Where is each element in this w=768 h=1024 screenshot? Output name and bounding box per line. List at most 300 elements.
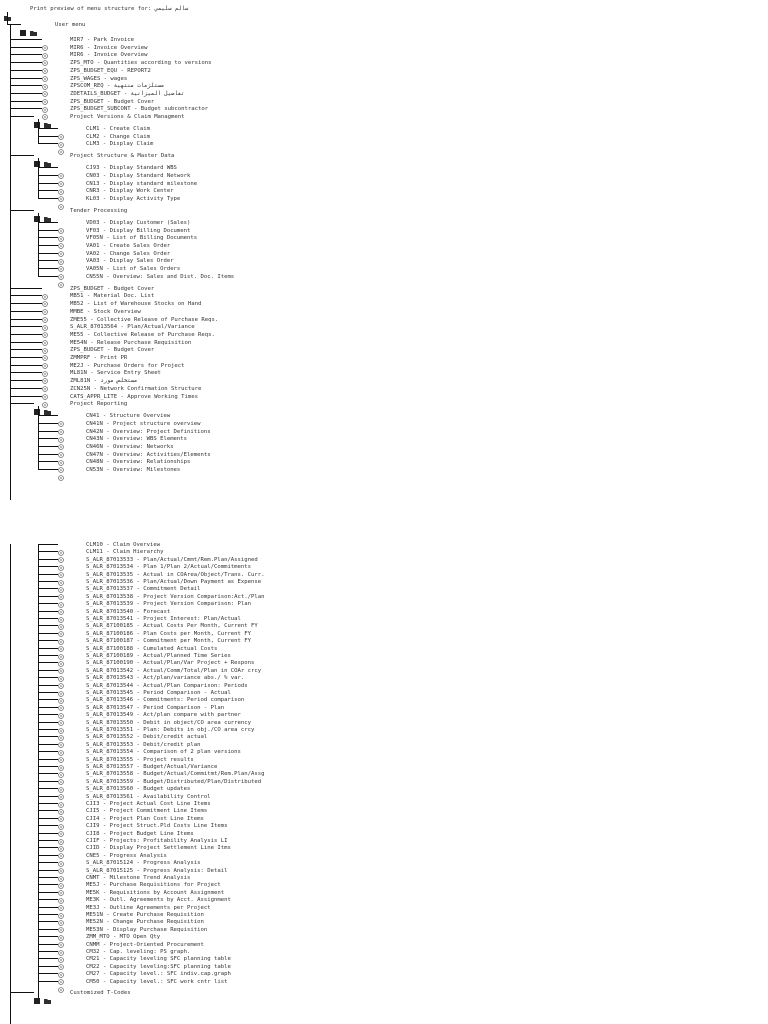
report-sub-item[interactable]: S_ALR_87013542 - Actual/Comm/Total/Plan in COAr crcy [86,667,262,674]
transaction-icon [58,195,64,201]
sub-branch-line [38,551,58,552]
sub-branch-line [38,633,58,634]
transaction-icon [42,36,48,42]
transaction-icon [58,822,64,828]
menu-sub-item[interactable]: CN41N - Project structure overview [86,420,201,427]
menu-sub-item[interactable]: CN53N - Overview: Milestones [86,467,181,474]
report-sub-item[interactable]: S_ALR_87013547 - Period Comparison - Plan [86,704,225,711]
transaction-icon [58,867,64,873]
transaction-icon [58,172,64,178]
transaction-icon [58,420,64,426]
transaction-icon [58,807,64,813]
sub-branch-line [38,446,58,447]
report-sub-item[interactable]: S_ALR_87013536 - Plan/Actual/Down Payment as Expense [86,579,262,585]
branch-line [10,155,34,156]
transaction-icon [58,978,64,984]
menu-item[interactable]: MMBE - Stock Overview [70,308,141,315]
transaction-icon [58,667,64,673]
sub-branch-line [38,781,58,782]
report-sub-item[interactable]: S_ALR_87013540 - Forecast [86,608,171,615]
menu-sub-item[interactable]: VF05N - List of Billing Documents [86,235,198,242]
menu-item[interactable]: MB52 - List of Warehouse Stocks on Hand [70,301,202,308]
sub-branch-line [38,870,58,871]
report-sub-item[interactable]: S_ALR_87013552 - Debit/credit actual [86,734,208,741]
branch-line [10,372,42,373]
transaction-icon [58,541,64,547]
sub-branch-line [38,699,58,700]
report-sub-item[interactable]: CNMM - Project-Oriented Procurement [86,941,204,948]
sub-branch-line [38,958,58,959]
menu-item[interactable]: ZPS_BUDGET - Budget Cover [70,347,155,354]
sub-branch-line [38,268,58,269]
menu-sub-item[interactable]: CN13 - Display standard milestone [86,180,198,187]
branch-line [10,380,42,381]
sub-branch-line [38,190,58,191]
report-sub-item[interactable]: CJIF - Projects: Profitability Analysis LI [86,838,228,844]
root-node-toggle-icon[interactable] [20,21,27,27]
report-sub-item[interactable]: ME51N - Create Purchase Requisition [86,912,204,918]
transaction-icon [42,292,48,298]
transaction-icon [58,578,64,584]
transaction-icon [58,948,64,954]
transaction-icon [58,770,64,776]
transaction-icon [42,300,48,306]
transaction-icon [58,733,64,739]
sub-branch-line [38,877,58,878]
report-folder-label[interactable]: Customized T-Codes [70,990,131,997]
menu-folder-label[interactable]: Project Versions & Claim Managment [70,114,185,120]
menu-sub-item[interactable]: CN55N - Overview: Sales and Dist. Doc. Items [86,273,235,280]
report-sub-item[interactable]: CJI9 - Project Struct.Pld Costs Line Items [86,823,228,830]
report-sub-item[interactable]: S_ALR_87013553 - Debit/credit plan [86,741,201,748]
sub-branch-line [38,847,58,848]
report-sub-item[interactable]: S_ALR_87013545 - Period Comparison - Actual [86,690,231,696]
report-sub-item[interactable]: CNMT - Milestone Trend Analysis [86,875,191,881]
sub-branch-line [38,936,58,937]
menu-sub-item[interactable]: CJ93 - Display Standard WBS [86,165,177,172]
menu-folder-label[interactable]: Project Structure & Master Data [70,153,175,160]
sub-branch-line [38,722,58,723]
report-sub-item[interactable]: S_ALR_87100188 - Cumulated Actual Costs [86,645,218,652]
menu-sub-item[interactable]: CLM2 - Change Claim [86,133,150,140]
menu-item[interactable]: ZPS_BUDGET - Budget Cover [70,98,155,105]
report-sub-item[interactable]: S_ALR_87013537 - Commitment Detail [86,586,201,593]
transaction-icon [58,133,64,139]
sub-branch-line [38,907,58,908]
transaction-icon [58,242,64,248]
transaction-icon [58,674,64,680]
transaction-icon [58,726,64,732]
transaction-icon [58,563,64,569]
report-sub-item[interactable]: S_ALR_87013543 - Act/plan/variance abs./ % var. [86,675,245,682]
transaction-icon [58,257,64,263]
report-sub-item[interactable]: CM22 - Capacity leveling:SFC planning table [86,963,231,970]
branch-line [10,311,42,312]
transaction-icon [58,955,64,961]
menu-item[interactable]: ZPS_WAGES - wages [70,75,128,82]
page-title: Print preview of menu structure for: سالم سليمي [30,6,189,12]
menu-item[interactable]: ML81N - Service Entry Sheet [70,370,161,377]
report-sub-item[interactable]: S_ALR_87100187 - Commitment per Month, Current FY [86,638,252,645]
report-sub-item[interactable]: CJI4 - Project Plan Cost Line Items [86,815,204,822]
sub-branch-line [38,929,58,930]
folder-icon[interactable] [44,989,51,995]
transaction-icon [42,323,48,329]
sub-branch-line [38,167,58,168]
transaction-icon [58,548,64,554]
sub-branch-line [38,544,58,545]
menu-item[interactable]: ZPSCOM_REQ - مستلزمات منتهية [70,83,165,90]
transaction-icon [58,187,64,193]
transaction-icon [58,234,64,240]
sub-vertical-connector [38,119,39,144]
sub-branch-line [38,973,58,974]
sub-branch-line [38,707,58,708]
transaction-icon [42,82,48,88]
sub-branch-line [38,276,58,277]
report-sub-item[interactable]: CLM11 - Claim Hierarchy [86,549,164,556]
report-sub-item[interactable]: S_ALR_87100185 - Actual Costs Per Month, Current FY [86,623,258,630]
menu-sub-item[interactable]: CN41 - Structure Overview [86,413,171,420]
transaction-icon [58,778,64,784]
sub-branch-line [38,574,58,575]
sub-branch-line [38,892,58,893]
branch-line [10,62,42,63]
menu-folder-label[interactable]: Project Reporting [70,401,128,408]
menu-sub-item[interactable]: VA05N - List of Sales Orders [86,266,181,273]
transaction-icon [58,904,64,910]
report-sub-item[interactable]: S_ALR_87013538 - Project Version Comparison:Act./Plan [86,593,265,600]
report-sub-item[interactable]: ZMM_MTO - MTO Open Qty [86,934,161,941]
sub-branch-line [38,611,58,612]
transaction-icon [42,90,48,96]
branch-line [10,101,42,102]
sub-branch-line [38,677,58,678]
branch-line [10,210,34,211]
transaction-icon [58,600,64,606]
report-sub-item[interactable]: S_ALR_87100190 - Actual/Plan/Var Project + Respons [86,660,255,667]
transaction-icon [58,265,64,271]
sub-branch-line [38,588,58,589]
transaction-icon [58,227,64,233]
menu-sub-item[interactable]: CN48N - Overview: Relationships [86,459,191,466]
report-sub-item[interactable]: S_ALR_87013561 - Availability Control [86,793,211,800]
report-sub-item[interactable]: S_ALR_87013550 - Debit in object/CO area currency [86,719,252,726]
menu-item[interactable]: ZME55 - Collective Release of Purchase Reqs. [70,316,219,323]
transaction-icon [58,412,64,418]
menu-sub-item[interactable]: CNR3 - Display Work Center [86,188,174,195]
report-sub-item[interactable]: S_ALR_87100189 - Actual/Planned Time Series [86,653,231,659]
menu-sub-item[interactable]: VD03 - Display Customer (Sales) [86,219,191,226]
report-sub-item[interactable]: CM21 - Capacity leveling SFC planning table [86,956,231,963]
report-sub-item[interactable]: S_ALR_87013544 - Actual/Plan Comparison: Periods [86,682,248,689]
branch-line [10,70,42,71]
main-vertical-connector [10,25,11,500]
report-sub-item[interactable]: ME53N - Display Purchase Requisition [86,926,208,933]
menu-sub-item[interactable]: VF03 - Display Billing Document [86,227,191,234]
menu-sub-item[interactable]: CLM1 - Create Claim [86,125,150,132]
transaction-icon [58,140,64,146]
transaction-icon [42,308,48,314]
sub-branch-line [38,454,58,455]
sub-branch-line [38,469,58,470]
sub-branch-line [38,260,58,261]
report-sub-item[interactable]: CNE5 - Progress Analysis [86,852,167,859]
sub-branch-line [38,714,58,715]
folder-icon[interactable] [44,207,51,213]
root-label: User menu [55,22,86,28]
transaction-icon [58,719,64,725]
sub-branch-line [38,655,58,656]
menu-item[interactable]: MIR6 - Invoice Overview [70,52,148,59]
menu-item[interactable]: MB51 - Material Doc. List [70,293,155,300]
sub-branch-line [38,862,58,863]
sub-branch-line [38,803,58,804]
report-sub-item[interactable]: S_ALR_87013549 - Act/plan compare with partner [86,712,241,719]
sub-branch-line [38,796,58,797]
menu-sub-item[interactable]: CN42N - Overview: Project Definitions [86,428,211,435]
transaction-icon [58,748,64,754]
report-sub-item[interactable]: S_ALR_87013554 - Comparison of 2 plan versions [86,749,241,756]
transaction-icon [58,615,64,621]
branch-line [10,116,34,117]
menu-sub-item[interactable]: CLM3 - Display Claim [86,141,154,148]
transaction-icon [58,704,64,710]
sub-branch-line [38,685,58,686]
transaction-icon [42,98,48,104]
report-sub-item[interactable]: S_ALR_87013535 - Actual in COArea/Object/Trans. Curr. [86,571,265,578]
report-sub-item[interactable]: S_ALR_87015125 - Progress Analysis: Detail [86,867,228,874]
transaction-icon [42,105,48,111]
branch-line [10,403,34,404]
report-sub-item[interactable]: S_ALR_87013546 - Commitments: Period comparison [86,697,245,704]
menu-item[interactable]: ZPS_BUDGET_EQU - REPORT2 [70,67,151,74]
menu-item[interactable]: ZCN25N - Network Confirmation Structure [70,385,202,392]
report-sub-item[interactable]: S_ALR_87013558 - Budget/Actual/Commitmt/Rem.Plan/Assg [86,771,265,778]
branch-line [10,288,42,289]
transaction-icon [58,637,64,643]
sub-branch-line [38,237,58,238]
sub-branch-line [38,596,58,597]
transaction-icon [58,711,64,717]
sub-branch-line [38,431,58,432]
transaction-icon [58,837,64,843]
transaction-icon [58,881,64,887]
sub-branch-line [38,855,58,856]
branch-line [10,342,42,343]
branch-line [10,396,42,397]
report-sub-item[interactable]: ME5J - Purchase Requisitions for Project [86,882,221,889]
branch-line [10,93,42,94]
transaction-icon [58,970,64,976]
report-sub-item[interactable]: S_ALR_87013551 - Plan: Debits in obj./CO area crcy [86,727,255,733]
transaction-icon [58,785,64,791]
menu-sub-item[interactable]: KL03 - Display Activity Type [86,196,181,202]
report-sub-item[interactable]: CM32 - Cap. leveling: PS graph. [86,949,191,955]
menu-sub-item[interactable]: VA03 - Display Sales Order [86,258,174,265]
transaction-icon [58,180,64,186]
node-toggle-icon[interactable] [34,989,41,995]
report-sub-item[interactable]: CM50 - Capacity level.: SFC work cntr list [86,978,228,985]
sub-branch-line [38,981,58,982]
report-sub-item[interactable]: ME52N - Change Purchase Requisition [86,919,204,926]
transaction-icon [58,451,64,457]
folder-icon[interactable] [44,113,51,119]
menu-item[interactable]: MIR7 - Park Invoice [70,37,134,43]
sub-branch-line [38,253,58,254]
menu-item[interactable]: ZML81N - مستخلص مورد [70,378,138,385]
menu-item[interactable]: CATS_APPR_LITE - Approve Working Times [70,393,198,400]
transaction-icon [58,741,64,747]
report-sub-item[interactable]: ME3J - Outline Agreements per Project [86,904,211,911]
sub-branch-line [38,825,58,826]
transaction-icon [42,393,48,399]
menu-folder-label[interactable]: Tender Processing [70,207,128,214]
transaction-icon [58,852,64,858]
menu-item[interactable]: ZDETAILS_BUDGET - تفاصيل الميزانية [70,90,185,97]
sub-branch-line [38,198,58,199]
menu-sub-item[interactable]: VA01 - Create Sales Order [86,242,171,249]
report-sub-item[interactable]: CM27 - Capacity level.: SFC indiv.cap.graph [86,971,231,978]
branch-line [10,39,42,40]
menu-sub-item[interactable]: CN43N - Overview: WBS Elements [86,436,188,443]
sub-branch-line [38,751,58,752]
menu-sub-item[interactable]: CN03 - Display Standard Network [86,172,191,179]
user-menu-folder-icon[interactable] [30,21,37,27]
sub-branch-line [38,921,58,922]
transaction-icon [42,362,48,368]
report-sub-item[interactable]: CJID - Display Project Settlement Line Itms [86,845,231,852]
transaction-icon [58,689,64,695]
transaction-icon [58,859,64,865]
branch-line [10,47,42,48]
report-sub-item[interactable]: ME5K - Requisitions by Account Assignment [86,889,225,896]
menu-item[interactable]: ZPS_MTO - Quantities according to versions [70,60,212,67]
sub-branch-line [38,966,58,967]
sub-branch-line [38,625,58,626]
sub-branch-line [38,899,58,900]
sub-branch-line [38,670,58,671]
branch-line [10,334,42,335]
sub-branch-line [38,603,58,604]
branch-line [10,108,42,109]
branch-line [10,365,42,366]
report-sub-item[interactable]: ME3K - Outl. Agreements by Acct. Assignment [86,897,231,904]
report-sub-item[interactable]: CJI3 - Project Actual Cost Line Items [86,801,211,807]
report-sub-item[interactable]: S_ALR_87015124 - Progress Analysis [86,860,201,867]
transaction-icon [42,75,48,81]
sub-branch-line [38,692,58,693]
sub-branch-line [38,944,58,945]
sub-branch-line [38,766,58,767]
branch-line [10,357,42,358]
menu-item[interactable]: ZPS_BUDGET_SUBCONT - Budget subcontractor [70,106,209,113]
transaction-icon [58,815,64,821]
report-sub-item[interactable]: S_ALR_87100186 - Plan Costs per Month, Current FY [86,630,252,637]
sub-branch-line [38,461,58,462]
report-sub-item[interactable]: S_ALR_87013559 - Budget/Distributed/Plan/Distributed [86,778,262,785]
transaction-icon [58,593,64,599]
transaction-icon [58,874,64,880]
report-sub-item[interactable]: S_ALR_87013539 - Project Version Comparison: Plan [86,601,252,608]
report-sub-item[interactable]: S_ALR_87013534 - Plan 1/Plan 2/Actual/Commitments [86,564,252,571]
transaction-icon [42,316,48,322]
menu-sub-item[interactable]: CN47N - Overview: Activities/Elements [86,451,211,458]
transaction-icon [42,377,48,383]
menu-sub-item[interactable]: CN46N - Overview: Networks [86,443,174,450]
sub-branch-line [38,566,58,567]
sub-branch-line [38,581,58,582]
report-sub-item[interactable]: S_ALR_87013541 - Project Interest: Plan/Actual [86,616,241,622]
main-vertical-connector-2 [10,544,11,1024]
sub-branch-line [38,222,58,223]
folder-icon[interactable] [44,400,51,406]
menu-item[interactable]: ME55 - Collective Release of Purchase Reqs. [70,331,215,338]
menu-item[interactable]: ZPS_BUDGET - Budget Cover [70,285,155,292]
menu-sub-item[interactable]: VA02 - Change Sales Order [86,250,171,257]
transaction-icon [58,164,64,170]
branch-line [10,303,42,304]
report-sub-item[interactable]: S_ALR_87013533 - Plan/Actual/Cmmt/Rem.Plan/Assigned [86,556,258,563]
transaction-icon [58,652,64,658]
report-sub-item[interactable]: CJI5 - Project Commitment Line Items [86,808,208,815]
sub-vertical-connector [38,158,39,199]
branch-line [10,54,42,55]
report-sub-item[interactable]: S_ALR_87013557 - Budget/Actual/Variance [86,764,218,770]
menu-item[interactable]: ZMMPRF - Print PR [70,355,128,361]
transaction-icon [58,933,64,939]
sub-branch-line [38,438,58,439]
menu-item[interactable]: ME54N - Release Purchase Requisition [70,339,192,346]
sub-branch-line [38,640,58,641]
branch-line [10,295,42,296]
branch-line [10,349,42,350]
transaction-icon [58,608,64,614]
report-sub-item[interactable]: S_ALR_87013555 - Project results [86,756,194,763]
transaction-icon [42,44,48,50]
report-sub-item[interactable]: CLM10 - Claim Overview [86,542,161,548]
report-sub-item[interactable]: S_ALR_87013560 - Budget updates [86,786,191,793]
transaction-icon [58,889,64,895]
transaction-icon [58,941,64,947]
sub-branch-line [38,662,58,663]
report-sub-item[interactable]: CJI8 - Project Budget Line Items [86,830,194,837]
transaction-icon [58,219,64,225]
branch-line [10,326,42,327]
transaction-icon [42,59,48,65]
sub-branch-line [38,818,58,819]
sub-branch-line [38,833,58,834]
menu-item[interactable]: ME2J - Purchase Orders for Project [70,362,185,369]
transaction-icon [58,585,64,591]
sub-branch-line [38,245,58,246]
transaction-icon [58,682,64,688]
folder-icon[interactable] [44,152,51,158]
transaction-icon [58,622,64,628]
sub-branch-line [38,884,58,885]
sub-branch-line [38,951,58,952]
menu-item[interactable]: S_ALR_87013564 - Plan/Actual/Variance [70,324,195,331]
transaction-icon [58,125,64,131]
transaction-icon [42,331,48,337]
menu-item[interactable]: MIR6 - Invoice Overview [70,44,148,51]
sub-vertical-connector [38,213,39,277]
transaction-icon [58,696,64,702]
transaction-icon [58,458,64,464]
transaction-icon [58,571,64,577]
transaction-icon [58,844,64,850]
sub-branch-line [38,729,58,730]
